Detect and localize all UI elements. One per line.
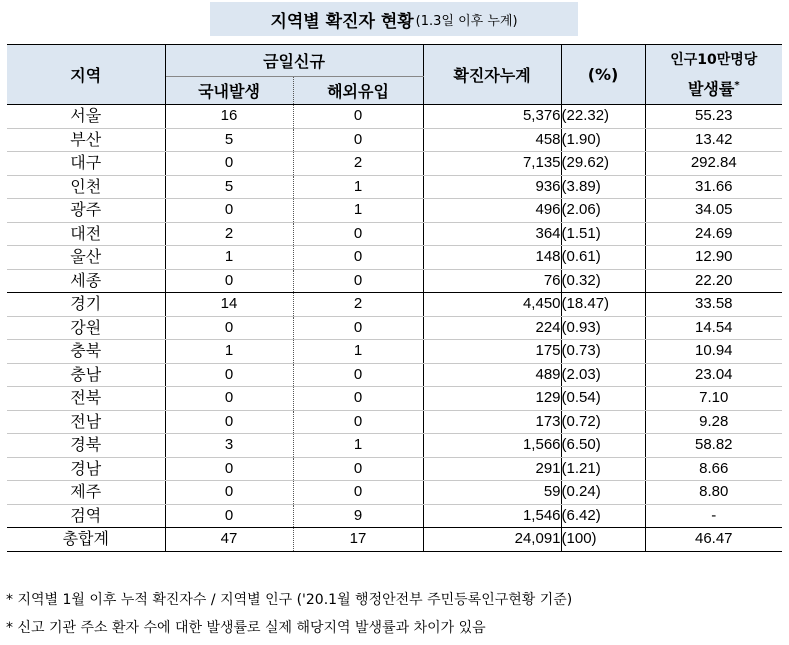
domestic-cell: 1 [165, 340, 293, 364]
percent-cell: (1.90) [561, 128, 645, 152]
overseas-cell: 0 [293, 246, 423, 270]
percent-cell: (1.21) [561, 457, 645, 481]
domestic-cell: 3 [165, 434, 293, 458]
domestic-cell: 14 [165, 293, 293, 317]
cumulative-cell: 1,546 [423, 504, 561, 528]
header-cumulative: 확진자누계 [423, 45, 561, 105]
table-row [7, 434, 782, 458]
domestic-cell: 0 [165, 504, 293, 528]
header-rate-mark: * [734, 79, 740, 91]
overseas-cell: 1 [293, 199, 423, 223]
cumulative-cell: 4,450 [423, 293, 561, 317]
domestic-cell: 16 [165, 105, 293, 129]
cumulative-cell: 7,135 [423, 152, 561, 176]
rate-cell: 7.10 [645, 387, 782, 411]
domestic-cell: 5 [165, 128, 293, 152]
table-row [7, 293, 782, 317]
percent-cell: (2.06) [561, 199, 645, 223]
table-row [7, 363, 782, 387]
table-row [7, 269, 782, 293]
domestic-cell: 0 [165, 152, 293, 176]
percent-cell: (6.50) [561, 434, 645, 458]
rate-cell: 12.90 [645, 246, 782, 270]
table-row [7, 316, 782, 340]
cumulative-cell: 364 [423, 222, 561, 246]
cumulative-cell: 173 [423, 410, 561, 434]
cumulative-cell: 129 [423, 387, 561, 411]
region-cell: 총합계 [7, 528, 165, 552]
rate-cell: - [645, 504, 782, 528]
cumulative-cell: 496 [423, 199, 561, 223]
percent-cell: (1.51) [561, 222, 645, 246]
domestic-cell: 0 [165, 269, 293, 293]
rate-cell: 58.82 [645, 434, 782, 458]
region-cell: 세종 [7, 269, 165, 293]
overseas-cell: 0 [293, 105, 423, 129]
header-rate-line2: 발생률 [687, 79, 735, 99]
table-row [7, 504, 782, 528]
rate-cell: 34.05 [645, 199, 782, 223]
header-incidence-rate [645, 45, 782, 105]
percent-cell: (3.89) [561, 175, 645, 199]
cumulative-cell: 489 [423, 363, 561, 387]
footnote-1: * 지역별 1월 이후 누적 확진자수 / 지역별 인구 ('20.1월 행정안전부 주민등록인구현황 기준) [6, 592, 573, 608]
table-row [7, 152, 782, 176]
region-cell: 서울 [7, 105, 165, 129]
overseas-cell: 17 [293, 528, 423, 552]
percent-cell: (22.32) [561, 105, 645, 129]
cumulative-cell: 291 [423, 457, 561, 481]
overseas-cell: 0 [293, 222, 423, 246]
rate-cell: 13.42 [645, 128, 782, 152]
region-cell: 대전 [7, 222, 165, 246]
cumulative-cell: 936 [423, 175, 561, 199]
region-cell: 제주 [7, 481, 165, 505]
total-row [7, 528, 782, 552]
percent-cell: (0.32) [561, 269, 645, 293]
footnote-2: * 신고 기관 주소 환자 수에 대한 발생률로 실제 해당지역 발생률과 차이가 있음 [6, 620, 486, 636]
region-cell: 광주 [7, 199, 165, 223]
domestic-cell: 0 [165, 410, 293, 434]
overseas-cell: 1 [293, 340, 423, 364]
title-main: 지역별 확진자 현황 [270, 11, 414, 32]
overseas-cell: 0 [293, 269, 423, 293]
cumulative-cell: 224 [423, 316, 561, 340]
percent-cell: (0.93) [561, 316, 645, 340]
rate-cell: 31.66 [645, 175, 782, 199]
percent-cell: (0.73) [561, 340, 645, 364]
domestic-cell: 5 [165, 175, 293, 199]
table-row [7, 128, 782, 152]
overseas-cell: 9 [293, 504, 423, 528]
percent-cell: (29.62) [561, 152, 645, 176]
header-percent: (%) [561, 45, 645, 105]
rate-cell: 46.47 [645, 528, 782, 552]
cumulative-cell: 175 [423, 340, 561, 364]
rate-cell: 8.80 [645, 481, 782, 505]
table-title [210, 2, 578, 36]
region-cell: 부산 [7, 128, 165, 152]
percent-cell: (0.72) [561, 410, 645, 434]
region-cell: 울산 [7, 246, 165, 270]
overseas-cell: 0 [293, 481, 423, 505]
domestic-cell: 1 [165, 246, 293, 270]
region-cell: 충북 [7, 340, 165, 364]
region-cell: 충남 [7, 363, 165, 387]
overseas-cell: 0 [293, 457, 423, 481]
percent-cell: (0.24) [561, 481, 645, 505]
table-row [7, 105, 782, 129]
footnotes [6, 586, 572, 642]
overseas-cell: 0 [293, 387, 423, 411]
rate-cell: 22.20 [645, 269, 782, 293]
title-subtitle: (1.3일 이후 누계) [415, 13, 518, 29]
table-row [7, 222, 782, 246]
cumulative-cell: 5,376 [423, 105, 561, 129]
cumulative-cell: 59 [423, 481, 561, 505]
rate-cell: 9.28 [645, 410, 782, 434]
table-row [7, 340, 782, 364]
domestic-cell: 0 [165, 481, 293, 505]
domestic-cell: 0 [165, 387, 293, 411]
rate-cell: 14.54 [645, 316, 782, 340]
region-cell: 경북 [7, 434, 165, 458]
overseas-cell: 1 [293, 434, 423, 458]
cumulative-cell: 1,566 [423, 434, 561, 458]
overseas-cell: 0 [293, 316, 423, 340]
region-cell: 전북 [7, 387, 165, 411]
cumulative-cell: 458 [423, 128, 561, 152]
header-region: 지역 [7, 45, 165, 105]
overseas-cell: 1 [293, 175, 423, 199]
header-overseas: 해외유입 [293, 77, 423, 105]
table-row [7, 481, 782, 505]
overseas-cell: 0 [293, 128, 423, 152]
rate-cell: 33.58 [645, 293, 782, 317]
header-rate-line1: 인구10만명당 [670, 51, 758, 68]
percent-cell: (2.03) [561, 363, 645, 387]
percent-cell: (18.47) [561, 293, 645, 317]
domestic-cell: 0 [165, 363, 293, 387]
domestic-cell: 2 [165, 222, 293, 246]
percent-cell: (0.61) [561, 246, 645, 270]
percent-cell: (100) [561, 528, 645, 552]
region-cell: 전남 [7, 410, 165, 434]
domestic-cell: 47 [165, 528, 293, 552]
table-row [7, 199, 782, 223]
table-row [7, 457, 782, 481]
region-cell: 대구 [7, 152, 165, 176]
domestic-cell: 0 [165, 316, 293, 340]
table-row [7, 246, 782, 270]
cumulative-cell: 24,091 [423, 528, 561, 552]
cumulative-cell: 76 [423, 269, 561, 293]
table-body [7, 105, 782, 552]
overseas-cell: 0 [293, 410, 423, 434]
cumulative-cell: 148 [423, 246, 561, 270]
header-new-cases: 금일신규 [165, 45, 423, 77]
rate-cell: 8.66 [645, 457, 782, 481]
regional-cases-table [7, 44, 782, 552]
rate-cell: 24.69 [645, 222, 782, 246]
region-cell: 검역 [7, 504, 165, 528]
domestic-cell: 0 [165, 457, 293, 481]
region-cell: 경남 [7, 457, 165, 481]
rate-cell: 23.04 [645, 363, 782, 387]
domestic-cell: 0 [165, 199, 293, 223]
overseas-cell: 2 [293, 293, 423, 317]
header-domestic: 국내발생 [165, 77, 293, 105]
percent-cell: (0.54) [561, 387, 645, 411]
region-cell: 경기 [7, 293, 165, 317]
table-row [7, 175, 782, 199]
overseas-cell: 0 [293, 363, 423, 387]
table-row [7, 410, 782, 434]
rate-cell: 55.23 [645, 105, 782, 129]
rate-cell: 10.94 [645, 340, 782, 364]
region-cell: 인천 [7, 175, 165, 199]
region-cell: 강원 [7, 316, 165, 340]
overseas-cell: 2 [293, 152, 423, 176]
table-row [7, 387, 782, 411]
percent-cell: (6.42) [561, 504, 645, 528]
rate-cell: 292.84 [645, 152, 782, 176]
